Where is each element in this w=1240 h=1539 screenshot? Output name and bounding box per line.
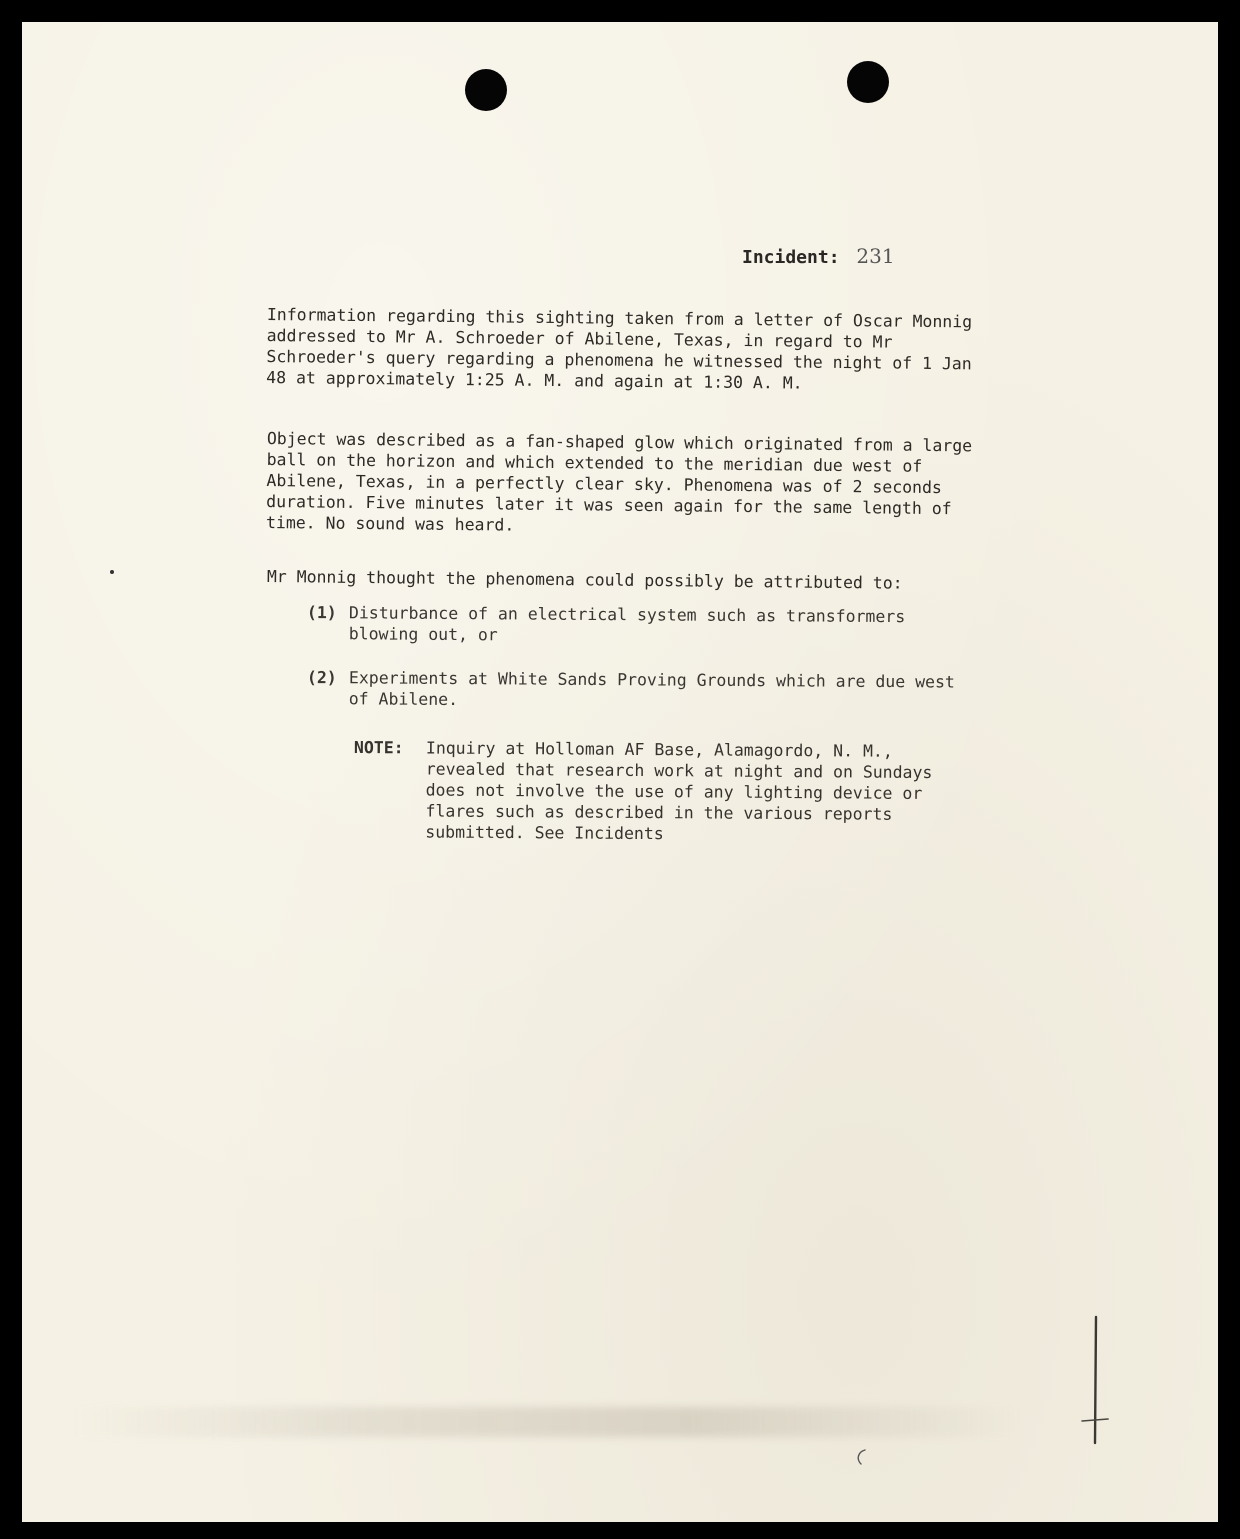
margin-dot: [110, 570, 114, 574]
note-label: NOTE:: [353, 738, 404, 758]
document-page: [22, 22, 1218, 1522]
punch-hole-left: [465, 69, 507, 111]
incident-label: Incident:: [742, 247, 840, 268]
pencil-cross-mark: [1080, 1315, 1110, 1445]
punch-hole-right: [847, 61, 889, 103]
note-text: Inquiry at Holloman AF Base, Alamagordo, N. M., revealed that research work at night and on Sundays does not involve the use of any lighting device or flares such as described in the various reports submitted. See Incidents: [425, 738, 933, 844]
list-marker: (2): [306, 668, 337, 688]
list-item: [307, 602, 957, 649]
paragraph-source: Information regarding this sighting taken from a letter of Oscar Monnig addressed to Mr A. Schroeder of Abilene, Texas, in regard to Mr Schroeder's query regarding a phenomena he witnessed the night of 1 Jan 48 at approximately 1:25 A. M. and again at 1:30 A. M.: [266, 304, 973, 393]
list-item: [307, 667, 957, 714]
note-block: [353, 737, 974, 846]
paragraph-description: Object was described as a fan-shaped glow which originated from a large ball on the horizon and which extended to the meridian due west of Abilene, Texas, in a perfectly clear sky. Phenomena was of 2 seconds duration. Five minutes later it was seen again for the same length of time. No sound was heard.: [265, 428, 973, 535]
paragraph-attribution: Mr Monnig thought the phenomena could possibly be attributed to:: [266, 566, 903, 593]
list-item-text: Disturbance of an electrical system such as transformers blowing out, or: [348, 603, 906, 645]
incident-number: 231: [856, 244, 895, 268]
list-item-text: Experiments at White Sands Proving Grounds which are due west of Abilene.: [348, 668, 955, 710]
bottom-smudge: [72, 1407, 1022, 1437]
list-marker: (1): [306, 603, 337, 623]
pencil-scribble-mark: [852, 1447, 872, 1467]
incident-header: [742, 244, 895, 268]
